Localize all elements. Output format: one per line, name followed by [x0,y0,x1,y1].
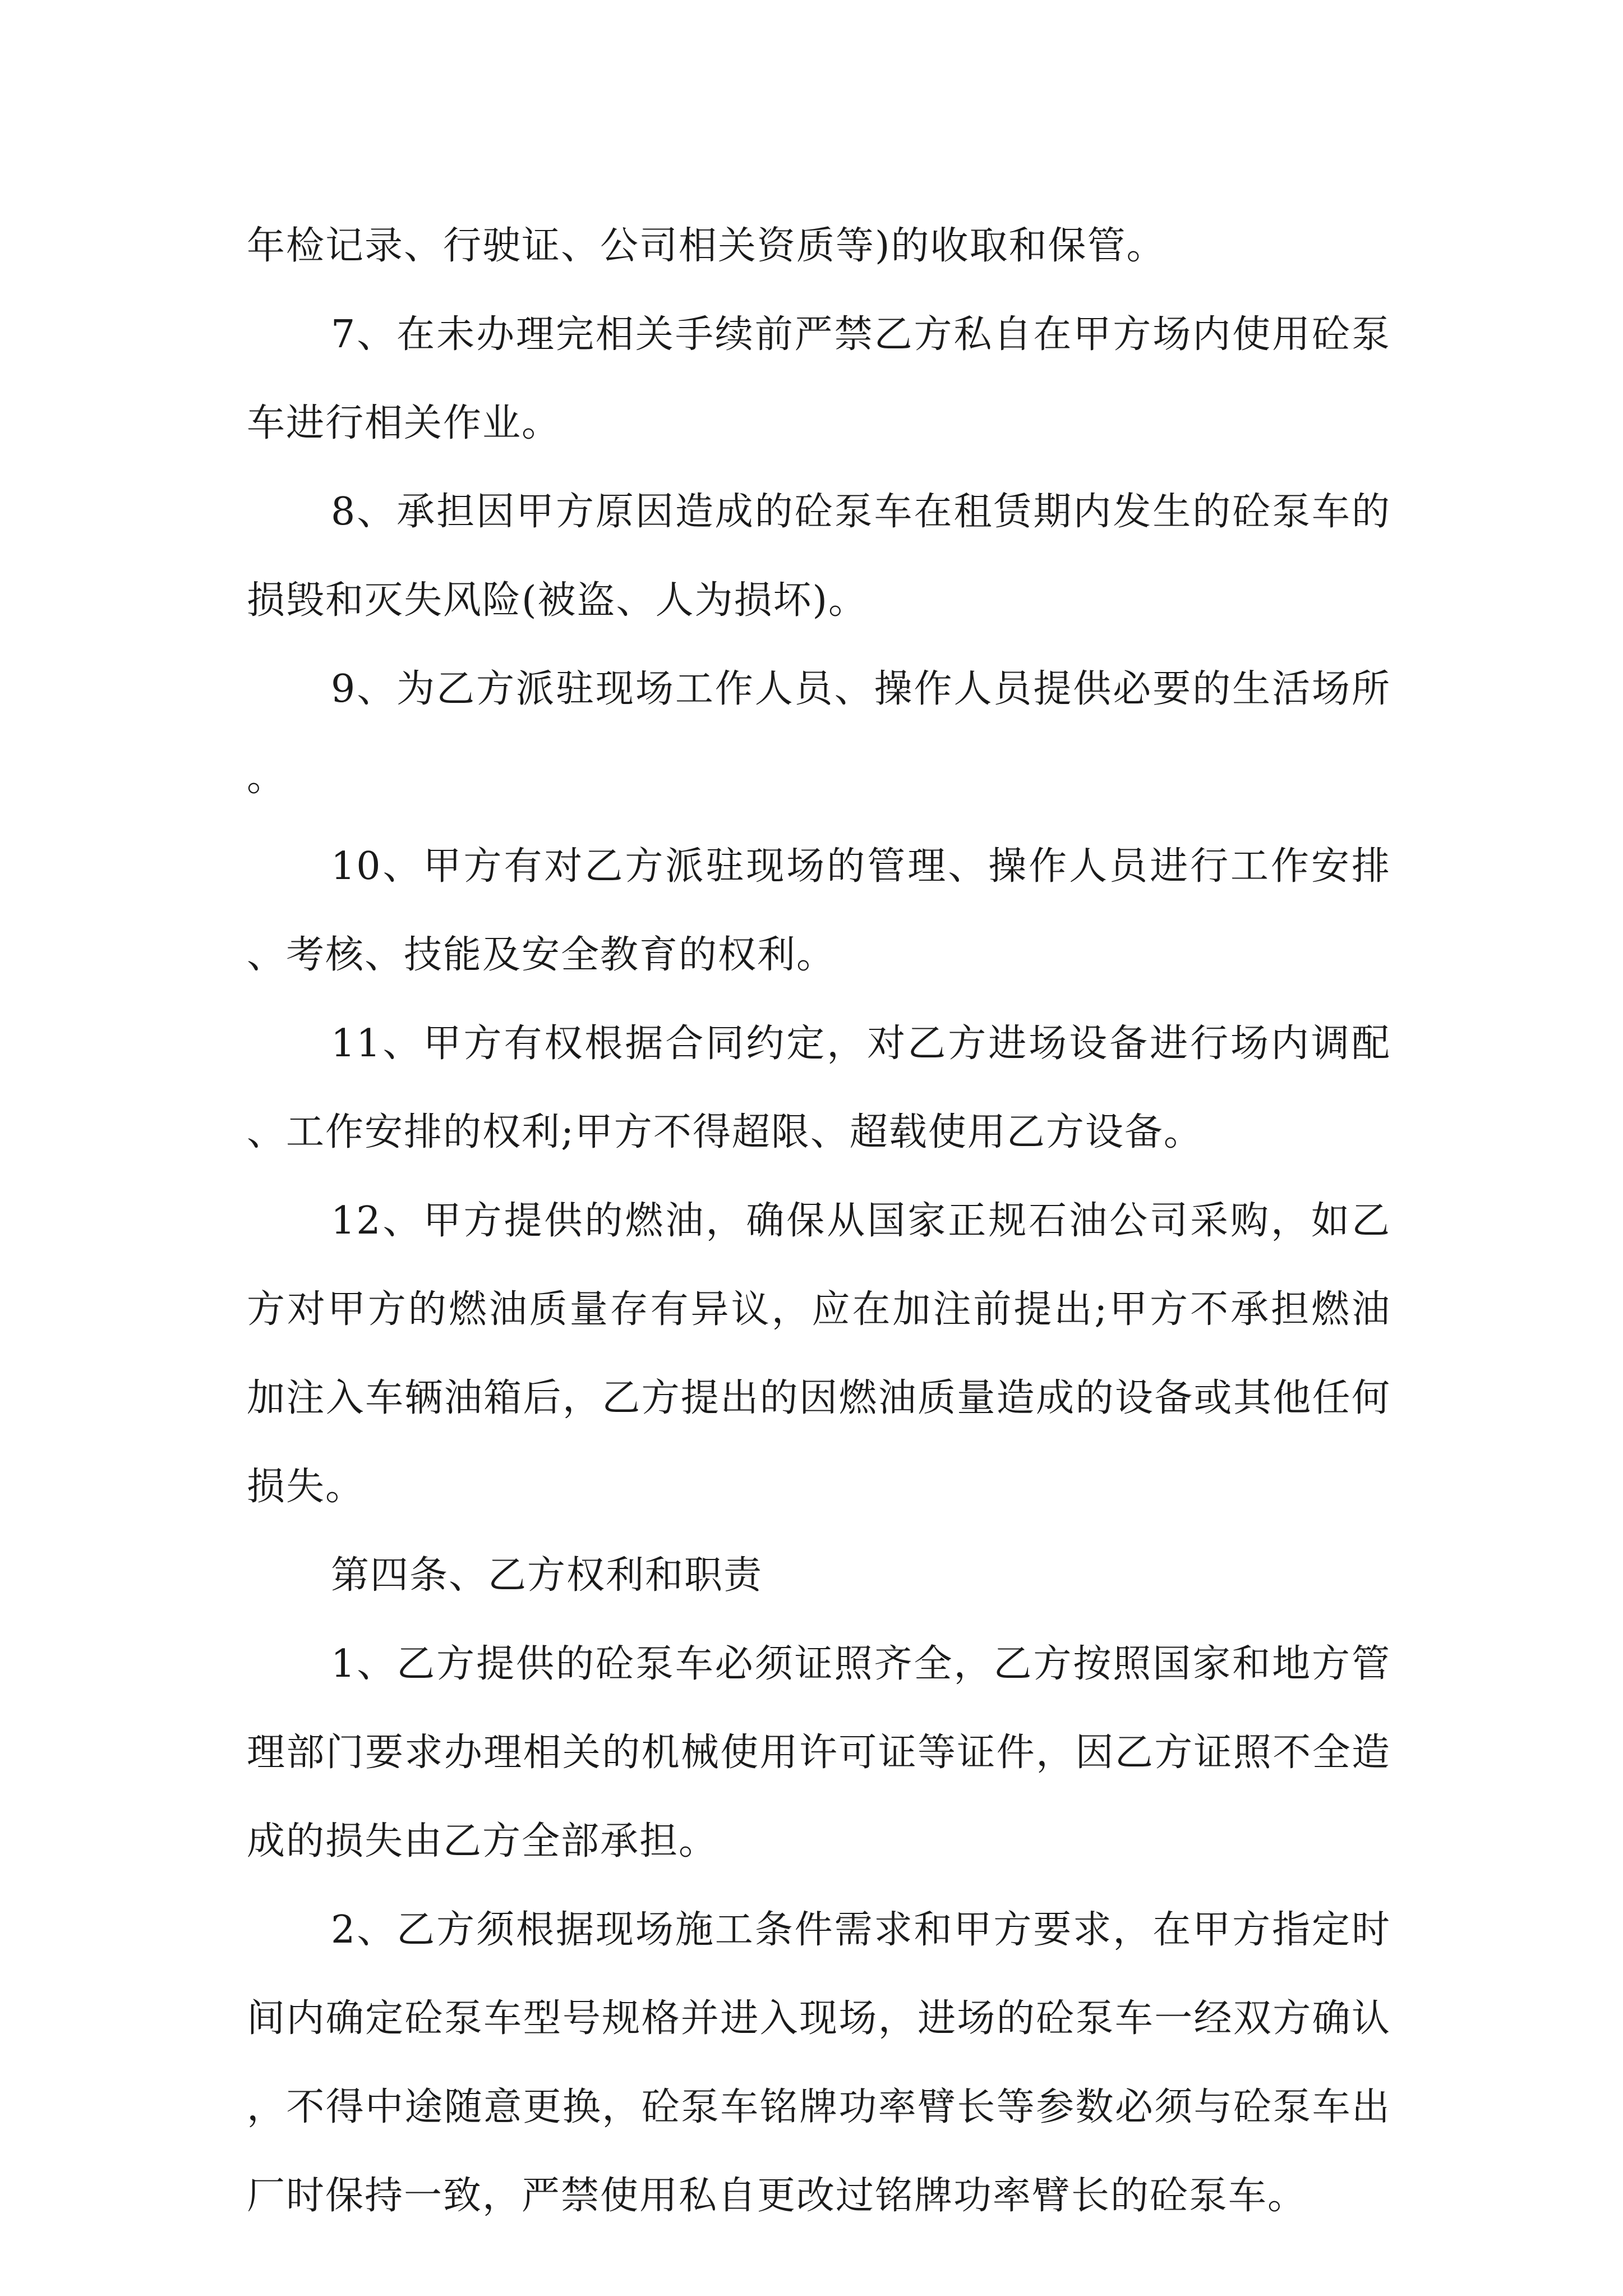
paragraph-item-8: 8、承担因甲方原因造成的砼泵车在租赁期内发生的砼泵车的损毁和灭失风险(被盗、人为损坏)。 [247,490,1391,623]
paragraph-item-9: 9、为乙方派驻现场工作人员、操作人员提供必要的生活场所。 [247,667,1391,800]
paragraph-item-11: 11、甲方有权根据合同约定，对乙方进场设备进行场内调配、工作安排的权利;甲方不得超限、超载使用乙方设备。 [247,1022,1391,1154]
paragraph-item-12: 12、甲方提供的燃油，确保从国家正规石油公司采购，如乙方对甲方的燃油质量存有异议，应在加注前提出;甲方不承担燃油加注入车辆油箱后，乙方提出的因燃油质量造成的设备或其他任何损失。 [247,1199,1391,1509]
paragraph-article-4-item-2: 2、乙方须根据现场施工条件需求和甲方要求，在甲方指定时间内确定砼泵车型号规格并进入现场，进场的砼泵车一经双方确认，不得中途随意更换，砼泵车铭牌功率臂长等参数必须与砼泵车出厂时保持一致，严禁使用私自更改过铭牌功率臂长的砼泵车。 [247,1908,1391,2218]
paragraph-article-4-item-1: 1、乙方提供的砼泵车必须证照齐全，乙方按照国家和地方管理部门要求办理相关的机械使用许可证等证件，因乙方证照不全造成的损失由乙方全部承担。 [247,1642,1391,1864]
paragraph-continuation: 年检记录、行驶证、公司相关资质等)的收取和保管。 [247,224,1166,268]
paragraph-item-10: 10、甲方有对乙方派驻现场的管理、操作人员进行工作安排、考核、技能及安全教育的权利。 [247,844,1391,977]
section-heading-article-4: 第四条、乙方权利和职责 [331,1553,763,1598]
paragraph-item-7: 7、在未办理完相关手续前严禁乙方私自在甲方场内使用砼泵车进行相关作业。 [247,312,1391,445]
document-body [247,202,1391,2240]
